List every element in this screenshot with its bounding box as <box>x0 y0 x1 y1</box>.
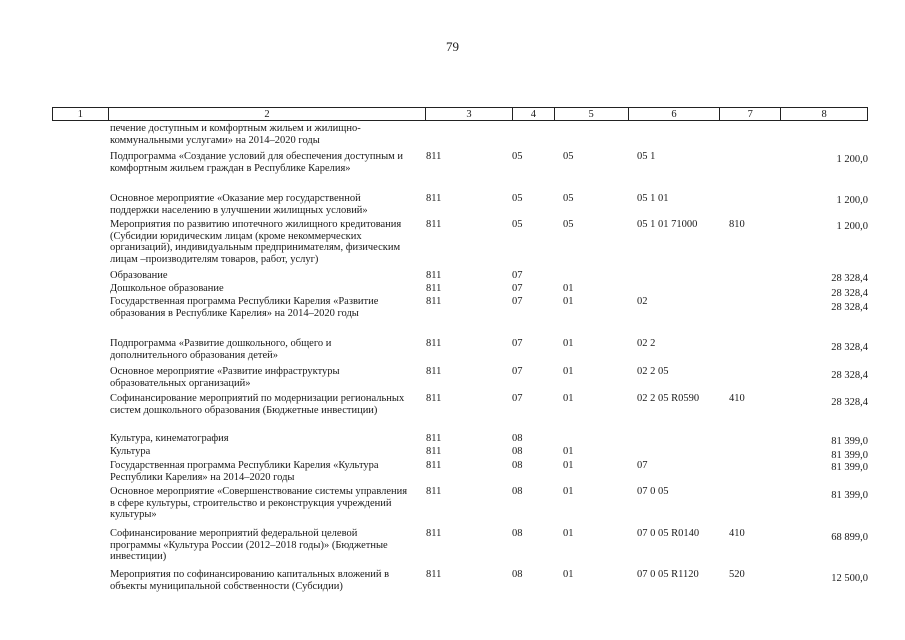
row-section: 08 <box>512 460 523 471</box>
row-target-article: 05 1 01 71000 <box>637 219 698 230</box>
row-subsection: 01 <box>563 338 574 349</box>
row-subsection: 05 <box>563 219 574 230</box>
row-subsection: 05 <box>563 151 574 162</box>
row-description: Софинансирование мероприятий по модернизации региональных систем дошкольного образования (Бюджетные инвестиции) <box>110 393 405 416</box>
header-col-1: 1 <box>53 108 109 120</box>
row-description: печение доступным и комфортным жильем и жилищно-коммунальными услугами» на 2014–2020 годы <box>110 123 361 146</box>
row-code: 811 <box>426 283 442 294</box>
row-subsection: 01 <box>563 528 574 539</box>
row-amount: 81 399,0 <box>831 436 868 447</box>
row-amount: 1 200,0 <box>836 154 868 165</box>
row-target-article: 02 2 05 <box>637 366 669 377</box>
row-expense-type: 520 <box>729 569 745 580</box>
row-description: Культура <box>110 446 151 457</box>
row-code: 811 <box>426 151 442 162</box>
row-amount: 81 399,0 <box>831 490 868 501</box>
header-col-8: 8 <box>821 109 827 120</box>
row-code: 811 <box>426 219 442 230</box>
row-amount: 12 500,0 <box>831 573 868 584</box>
row-code: 811 <box>426 569 442 580</box>
row-amount: 28 328,4 <box>831 273 868 284</box>
row-description: Основное мероприятие «Совершенствование системы управления в сфере культуры, строительство и реконструкция учреждений культуры» <box>110 486 408 520</box>
row-target-article: 02 2 05 R0590 <box>637 393 700 404</box>
header-col-2: 2 <box>109 108 426 120</box>
row-subsection: 01 <box>563 283 574 294</box>
row-description: Образование <box>110 270 168 281</box>
row-subsection: 01 <box>563 486 574 497</box>
header-col-6: 6 <box>629 108 721 120</box>
row-code: 811 <box>426 270 442 281</box>
row-code: 811 <box>426 460 442 471</box>
row-amount: 81 399,0 <box>831 450 868 461</box>
row-amount: 28 328,4 <box>831 342 868 353</box>
row-description: Подпрограмма «Развитие дошкольного, общего и дополнительного образования детей» <box>110 338 332 361</box>
row-description: Мероприятия по развитию ипотечного жилищного кредитования (Субсидии юридическим лицам (кроме некоммерческих организаций), индивидуальным предпринимателям, физическим лицам –производителям товаров, работ, услуг) <box>110 219 402 265</box>
row-subsection: 01 <box>563 296 574 307</box>
row-amount: 1 200,0 <box>836 221 868 232</box>
header-col-5: 5 <box>555 108 629 120</box>
row-description: Основное мероприятие «Развитие инфраструктуры образовательных организаций» <box>110 366 340 389</box>
row-subsection: 01 <box>563 366 574 377</box>
row-section: 07 <box>512 296 523 307</box>
row-subsection: 05 <box>563 193 574 204</box>
row-section: 07 <box>512 283 523 294</box>
row-section: 07 <box>512 270 523 281</box>
row-target-article: 07 0 05 R1120 <box>637 569 699 580</box>
row-description: Государственная программа Республики Карелия «Культура Республики Карелия» на 2014–2020 годы <box>110 460 379 483</box>
row-subsection: 01 <box>563 446 574 457</box>
row-amount: 28 328,4 <box>831 397 868 408</box>
row-amount: 28 328,4 <box>831 302 868 313</box>
row-target-article: 07 0 05 R0140 <box>637 528 700 539</box>
row-section: 08 <box>512 446 523 457</box>
row-code: 811 <box>426 296 442 307</box>
row-amount: 1 200,0 <box>836 195 868 206</box>
row-code: 811 <box>426 486 442 497</box>
row-target-article: 05 1 <box>637 151 656 162</box>
row-section: 08 <box>512 569 523 580</box>
row-amount: 68 899,0 <box>831 532 868 543</box>
row-target-article: 02 <box>637 296 648 307</box>
row-section: 07 <box>512 393 523 404</box>
row-amount: 28 328,4 <box>831 288 868 299</box>
row-section: 08 <box>512 486 523 497</box>
row-subsection: 01 <box>563 393 574 404</box>
row-section: 07 <box>512 366 523 377</box>
row-code: 811 <box>426 338 442 349</box>
row-section: 05 <box>512 151 523 162</box>
row-section: 05 <box>512 219 523 230</box>
row-description: Софинансирование мероприятий федеральной целевой программы «Культура России (2012–2018 годы)» (Бюджетные инвестиции) <box>110 528 388 562</box>
row-target-article: 07 <box>637 460 648 471</box>
header-col-3: 3 <box>426 108 513 120</box>
row-code: 811 <box>426 446 442 457</box>
row-description: Культура, кинематография <box>110 433 229 444</box>
row-section: 08 <box>512 433 523 444</box>
row-amount: 28 328,4 <box>831 370 868 381</box>
header-col-7: 7 <box>720 108 781 120</box>
row-description: Государственная программа Республики Карелия «Развитие образования в Республике Карелия» на 2014–2020 годы <box>110 296 379 319</box>
row-target-article: 02 2 <box>637 338 656 349</box>
row-expense-type: 810 <box>729 219 745 230</box>
row-description: Дошкольное образование <box>110 283 224 294</box>
row-description: Мероприятия по софинансированию капитальных вложений в объекты муниципальной собственности (Субсидии) <box>110 569 390 592</box>
row-description: Основное мероприятие «Оказание мер государственной поддержки населению в улучшении жилищных условий» <box>110 193 368 216</box>
row-expense-type: 410 <box>729 528 745 539</box>
row-code: 811 <box>426 433 442 444</box>
header-col-4: 4 <box>513 108 555 120</box>
row-section: 08 <box>512 528 523 539</box>
row-code: 811 <box>426 393 442 404</box>
row-target-article: 05 1 01 <box>637 193 669 204</box>
row-code: 811 <box>426 193 442 204</box>
row-code: 811 <box>426 528 442 539</box>
row-amount: 81 399,0 <box>831 462 868 473</box>
row-section: 05 <box>512 193 523 204</box>
row-expense-type: 410 <box>729 393 745 404</box>
row-code: 811 <box>426 366 442 377</box>
row-section: 07 <box>512 338 523 349</box>
row-subsection: 01 <box>563 460 574 471</box>
row-description: Подпрограмма «Создание условий для обеспечения доступным и комфортным жильем граждан в Республике Карелия» <box>110 151 404 174</box>
row-subsection: 01 <box>563 569 574 580</box>
table-header <box>52 107 868 121</box>
page-number: 79 <box>446 39 459 54</box>
row-target-article: 07 0 05 <box>637 486 669 497</box>
